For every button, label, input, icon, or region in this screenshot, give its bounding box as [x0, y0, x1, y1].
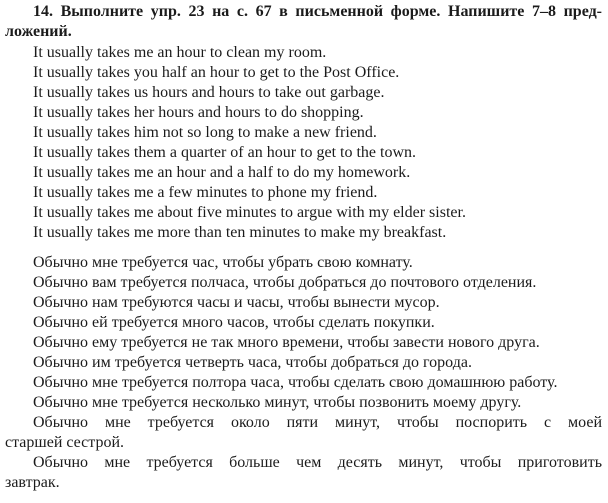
russian-sentence: Обычно вам требуется полчаса, чтобы добраться до почтового отделения. [33, 274, 537, 291]
russian-sentence [5, 413, 602, 453]
english-sentence: It usually takes me about five minutes to argue with my elder sister. [33, 204, 466, 221]
english-sentence: It usually takes her hours and hours to do shopping. [33, 104, 364, 121]
english-sentence: It usually takes them a quarter of an hour to get to the town. [33, 144, 417, 161]
english-sentence: It usually takes us hours and hours to take out garbage. [33, 84, 385, 101]
russian-sentence-line1: Обычно мне требуется около пяти минут, чтобы поспорить с моей [33, 414, 602, 431]
russian-sentence-line2: старшей сестрой. [5, 434, 125, 451]
english-sentence: It usually takes him not so long to make a new friend. [33, 124, 377, 141]
russian-sentence: Обычно мне требуется час, чтобы убрать свою комнату. [33, 254, 413, 271]
english-sentence: It usually takes you half an hour to get to the Post Office. [33, 64, 400, 81]
english-sentence: It usually takes me an hour and a half to do my homework. [33, 164, 411, 181]
russian-sentence-line2: завтрак. [5, 474, 60, 491]
russian-sentence: Обычно мне требуется полтора часа, чтобы сделать свою домашнюю работу. [33, 374, 558, 391]
russian-sentence: Обычно нам требуются часы и часы, чтобы вынести мусор. [33, 294, 440, 311]
english-sentence: It usually takes me an hour to clean my room. [33, 44, 327, 61]
russian-sentence: Обычно ему требуется не так много времени, чтобы завести нового друга. [33, 334, 540, 351]
russian-sentence: Обычно мне требуется несколько минут, чтобы позвонить моему другу. [33, 394, 522, 411]
russian-sentence-line1: Обычно мне требуется больше чем десять минут, чтобы приготовить [33, 454, 602, 471]
russian-sentence: Обычно им требуется четверть часа, чтобы добраться до города. [33, 354, 472, 371]
english-sentence: It usually takes me more than ten minutes to make my breakfast. [33, 224, 447, 241]
english-sentence: It usually takes me a few minutes to phone my friend. [33, 184, 378, 201]
russian-sentences-block [5, 253, 602, 493]
exercise-heading-line2: ложений. [5, 23, 72, 40]
exercise-heading-line1: 14. Выполните упр. 23 на с. 67 в письменной форме. Напишите 7–8 пред- [33, 3, 602, 20]
exercise-heading [5, 2, 602, 42]
russian-sentence [5, 453, 602, 493]
russian-sentence: Обычно ей требуется много часов, чтобы сделать покупки. [33, 314, 435, 331]
english-sentences-block [5, 43, 602, 243]
